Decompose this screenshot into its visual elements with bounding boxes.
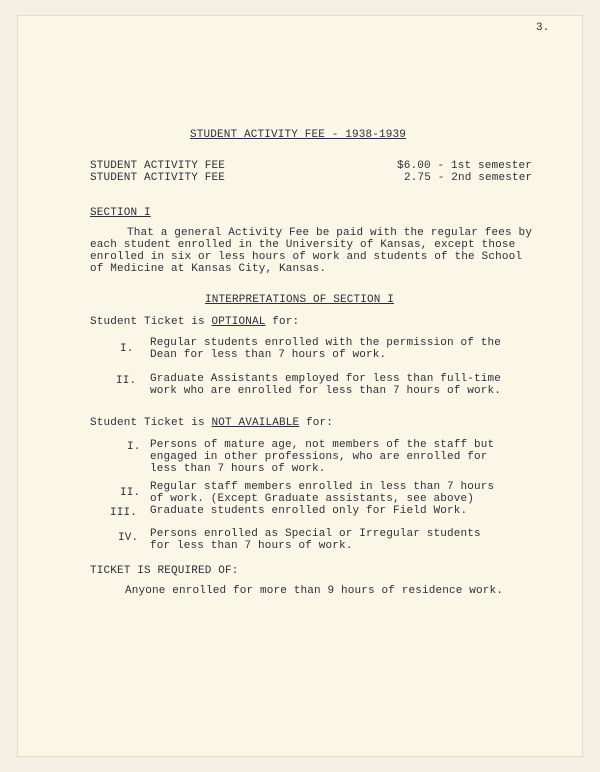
list-item-line: Graduate students enrolled only for Field Work. xyxy=(150,505,468,517)
list-number: IV. xyxy=(118,532,139,544)
intro-text: Student Ticket is xyxy=(90,417,212,429)
list-item-line: Persons of mature age, not members of the staff but xyxy=(150,439,495,451)
list-item-line: of work. (Except Graduate assistants, see above) xyxy=(150,493,475,505)
required-line: Anyone enrolled for more than 9 hours of residence work. xyxy=(125,585,504,597)
fee-label-1: STUDENT ACTIVITY FEE xyxy=(90,160,226,172)
required-heading: TICKET IS REQUIRED OF: xyxy=(90,565,239,577)
section-text-line: That a general Activity Fee be paid with the regular fees by xyxy=(127,227,533,239)
list-item-line: Dean for less than 7 hours of work. xyxy=(150,349,387,361)
fee-label-2: STUDENT ACTIVITY FEE xyxy=(90,172,226,184)
not-available-keyword: NOT AVAILABLE xyxy=(211,417,300,429)
section-text-line: of Medicine at Kansas City, Kansas. xyxy=(90,263,327,275)
list-number: I. xyxy=(127,441,141,453)
document-page xyxy=(17,15,583,757)
section-text-line: enrolled in six or less hours of work and students of the School xyxy=(90,251,523,263)
page-number: 3. xyxy=(536,22,550,34)
intro-text: Student Ticket is xyxy=(90,316,212,328)
list-item-line: for less than 7 hours of work. xyxy=(150,540,353,552)
optional-intro xyxy=(90,316,299,328)
fee-amount-1: $6.00 - 1st semester xyxy=(397,160,533,172)
list-item-line: Regular staff members enrolled in less than 7 hours xyxy=(150,481,495,493)
list-item-line: Regular students enrolled with the permission of the xyxy=(150,337,502,349)
document-title: STUDENT ACTIVITY FEE - 1938-1939 xyxy=(190,129,407,141)
section-heading: SECTION I xyxy=(90,207,151,219)
intro-text: for: xyxy=(265,316,300,328)
section-text-line: each student enrolled in the University of Kansas, except those xyxy=(90,239,516,251)
list-item-line: work who are enrolled for less than 7 hours of work. xyxy=(150,385,502,397)
interpretations-heading: INTERPRETATIONS OF SECTION I xyxy=(205,294,395,306)
list-number: I. xyxy=(120,343,134,355)
list-number: II. xyxy=(116,375,137,387)
list-item-line: Persons enrolled as Special or Irregular students xyxy=(150,528,481,540)
list-number: III. xyxy=(110,507,138,519)
intro-text: for: xyxy=(299,417,334,429)
fee-amount-2: 2.75 - 2nd semester xyxy=(404,172,533,184)
not-available-intro xyxy=(90,417,333,429)
list-number: II. xyxy=(120,487,141,499)
list-item-line: Graduate Assistants employed for less than full-time xyxy=(150,373,502,385)
list-item-line: less than 7 hours of work. xyxy=(150,463,326,475)
optional-keyword: OPTIONAL xyxy=(211,316,266,328)
list-item-line: engaged in other professions, who are enrolled for xyxy=(150,451,488,463)
